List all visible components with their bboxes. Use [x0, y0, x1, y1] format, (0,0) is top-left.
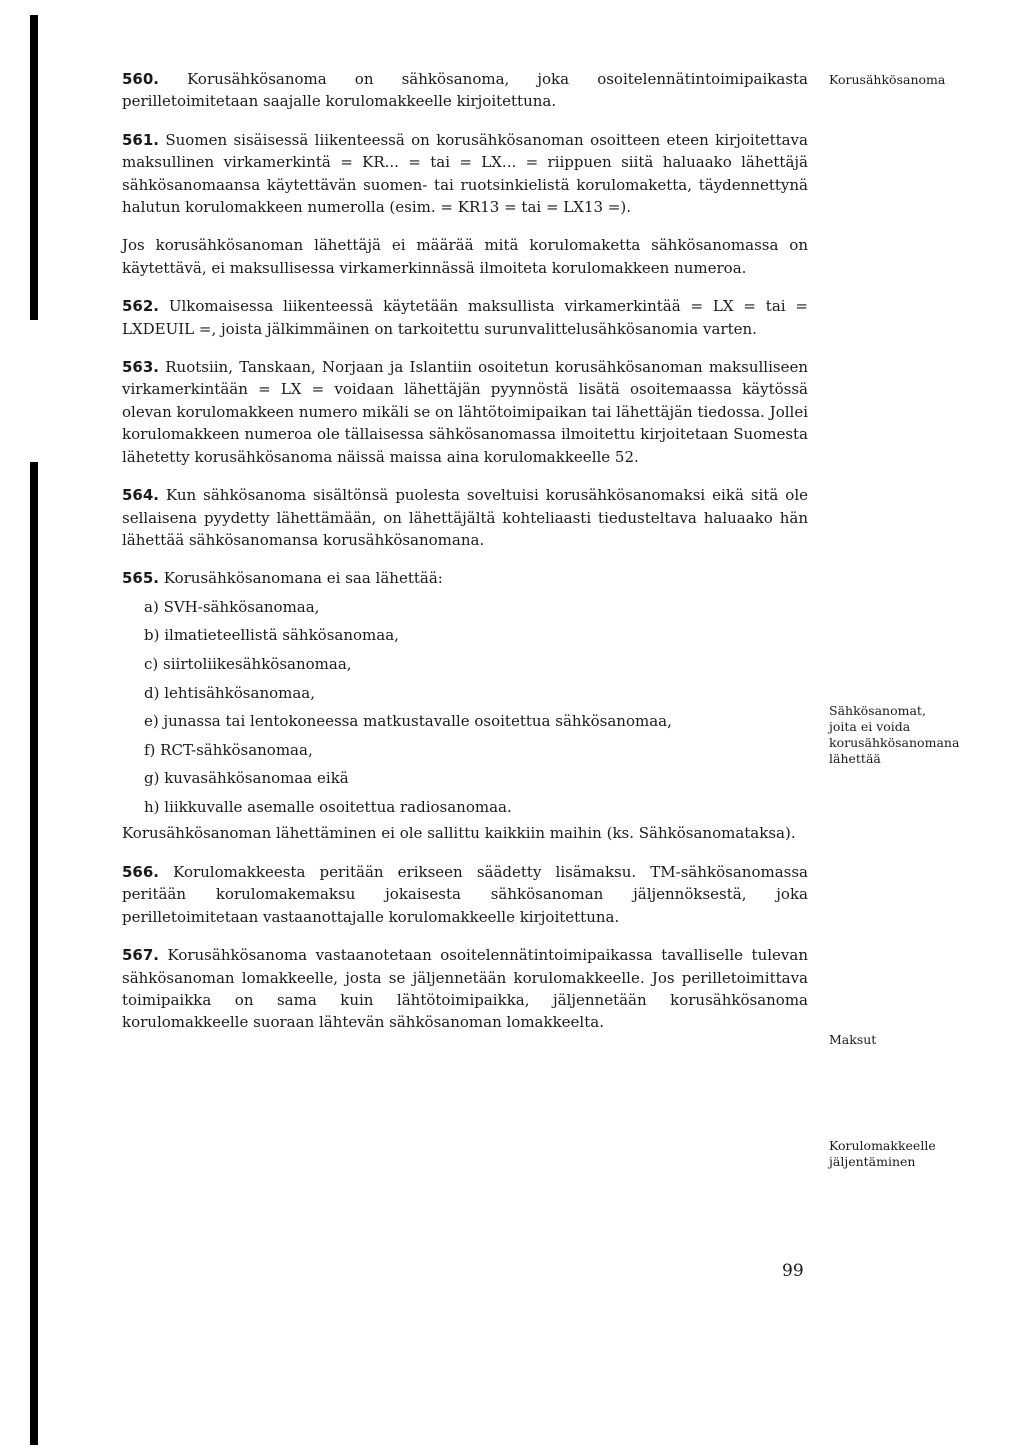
paragraph-565 [122, 567, 808, 589]
paragraph-561 [122, 129, 808, 219]
paragraph-567 [122, 944, 808, 1034]
margin-note-not-allowed: Sähkösanomat, joita ei voida korusähkösanomana lähettää [829, 703, 960, 766]
paragraph-text: Jos korusähkösanoman lähettäjä ei määrää mitä korulomaketta sähkösanomassa on käytettävä, ei maksullisessa virkamerkinnässä ilmoiteta korulomakkeen numeroa. [122, 236, 808, 277]
section-number: 567. [122, 946, 160, 965]
main-text [122, 68, 808, 1034]
margin-note-copying: Korulomakkeelle jäljentäminen [829, 1138, 936, 1169]
paragraph-561-cont [122, 234, 808, 279]
list-item: f) RCT-sähkösanomaa, [144, 740, 313, 759]
section-number: 566. [122, 862, 160, 881]
paragraph-text: Korulomakkeesta peritään erikseen säädetty lisämaksu. TM-sähkösanomassa peritään korulomakemaksu jokaisesta sähkösanoman jäljennöksestä, joka perilletoimitetaan vastaanottajalle korulomakkeelle kirjoitettuna. [122, 862, 808, 926]
paragraph-562 [122, 295, 808, 340]
list-item: e) junassa tai lentokoneessa matkustavalle osoitettua sähkösanomaa, [144, 712, 672, 731]
paragraph-text: Korusähkösanomana ei saa lähettää: [163, 569, 443, 588]
section-number: 564. [122, 486, 160, 505]
paragraph-566 [122, 861, 808, 928]
section-number: 565. [122, 569, 160, 588]
scan-edge-bar-top [30, 15, 38, 320]
paragraph-text: Ruotsiin, Tanskaan, Norjaan ja Islantiin osoitetun korusähkösanoman maksulliseen virkamerkintään = LX = voidaan lähettäjän pyynnöstä lisätä osoitemaassa käytössä olevan korulomakkeen numero mikäli se on lähtötoimipaikan tai lähettäjän tiedossa. Jollei korulomakkeen numeroa ole tällaisessa sähkösanomassa ilmoitettu kirjoitetaan Suomesta lähetetty korusähkösanoma näissä maissa aina korulomakkeelle 52. [122, 358, 808, 466]
list-item: d) lehtisähkösanomaa, [144, 683, 316, 702]
paragraph-565-after [122, 822, 808, 844]
paragraph-text: Korusähkösanoma vastaanotetaan osoitelennätintoimipaikassa tavalliselle tulevan sähkösanoman lomakkeelle, josta se jäljennetään korulomakkeelle. Jos perilletoimittava toimipaikka on sama kuin lähtötoimipaikka, jäljennetään korusähkösanoma korulomakkeelle suoraan lähtevän sähkösanoman lomakkeelta. [122, 946, 808, 1032]
scan-edge-bar-bottom [30, 462, 38, 1445]
paragraph-text: Ulkomaisessa liikenteessä käytetään maksullista virkamerkintää = LX = tai = LXDEUIL =, joista jälkimmäinen on tarkoitettu surunvalittelusähkösanomia varten. [122, 297, 808, 338]
list-item: b) ilmatieteellistä sähkösanomaa, [144, 626, 399, 645]
exclusion-list [122, 597, 808, 819]
paragraph-560 [122, 68, 808, 113]
paragraph-564 [122, 484, 808, 551]
paragraph-563 [122, 356, 808, 468]
page-number: 99 [782, 1261, 804, 1281]
paragraph-text: Kun sähkösanoma sisältönsä puolesta soveltuisi korusähkösanomaksi eikä sitä ole sellaisena pyydetty lähettämään, on lähettäjältä kohteliaasti tiedusteltava haluaako hän lähettää sähkösanomansa korusähkösanomana. [122, 486, 808, 549]
list-item: c) siirtoliikesähkösanomaa, [144, 654, 352, 673]
paragraph-text: Korusähkösanoman lähettäminen ei ole sallittu kaikkiin maihin (ks. Sähkösanomataksa). [122, 824, 796, 843]
paragraph-text: Suomen sisäisessä liikenteessä on korusähkösanoman osoitteen eteen kirjoitettava maksullinen virkamerkintä = KR... = tai = LX... = riippuen siitä haluaako lähettäjä sähkösanomaansa käytettävän suomen- tai ruotsinkielistä korulomaketta, täydennettynä halutun korulomakkeen numerolla (esim. = KR13 = tai = LX13 =). [122, 130, 808, 217]
margin-note-korusahkosanoma: Korusähkösanoma [829, 72, 946, 87]
list-item: a) SVH-sähkösanomaa, [144, 597, 320, 616]
section-number: 562. [122, 297, 160, 316]
margin-note-maksut: Maksut [829, 1032, 877, 1047]
section-number: 561. [122, 130, 160, 149]
list-item: h) liikkuvalle asemalle osoitettua radiosanomaa. [144, 797, 512, 816]
paragraph-text: Korusähkösanoma on sähkösanoma, joka osoitelennätintoimipaikasta perilletoimitetaan saajalle korulomakkeelle kirjoitettuna. [122, 70, 808, 111]
list-item: g) kuvasähkösanomaa eikä [144, 769, 349, 788]
section-number: 560. [122, 70, 160, 88]
section-number: 563. [122, 358, 160, 377]
